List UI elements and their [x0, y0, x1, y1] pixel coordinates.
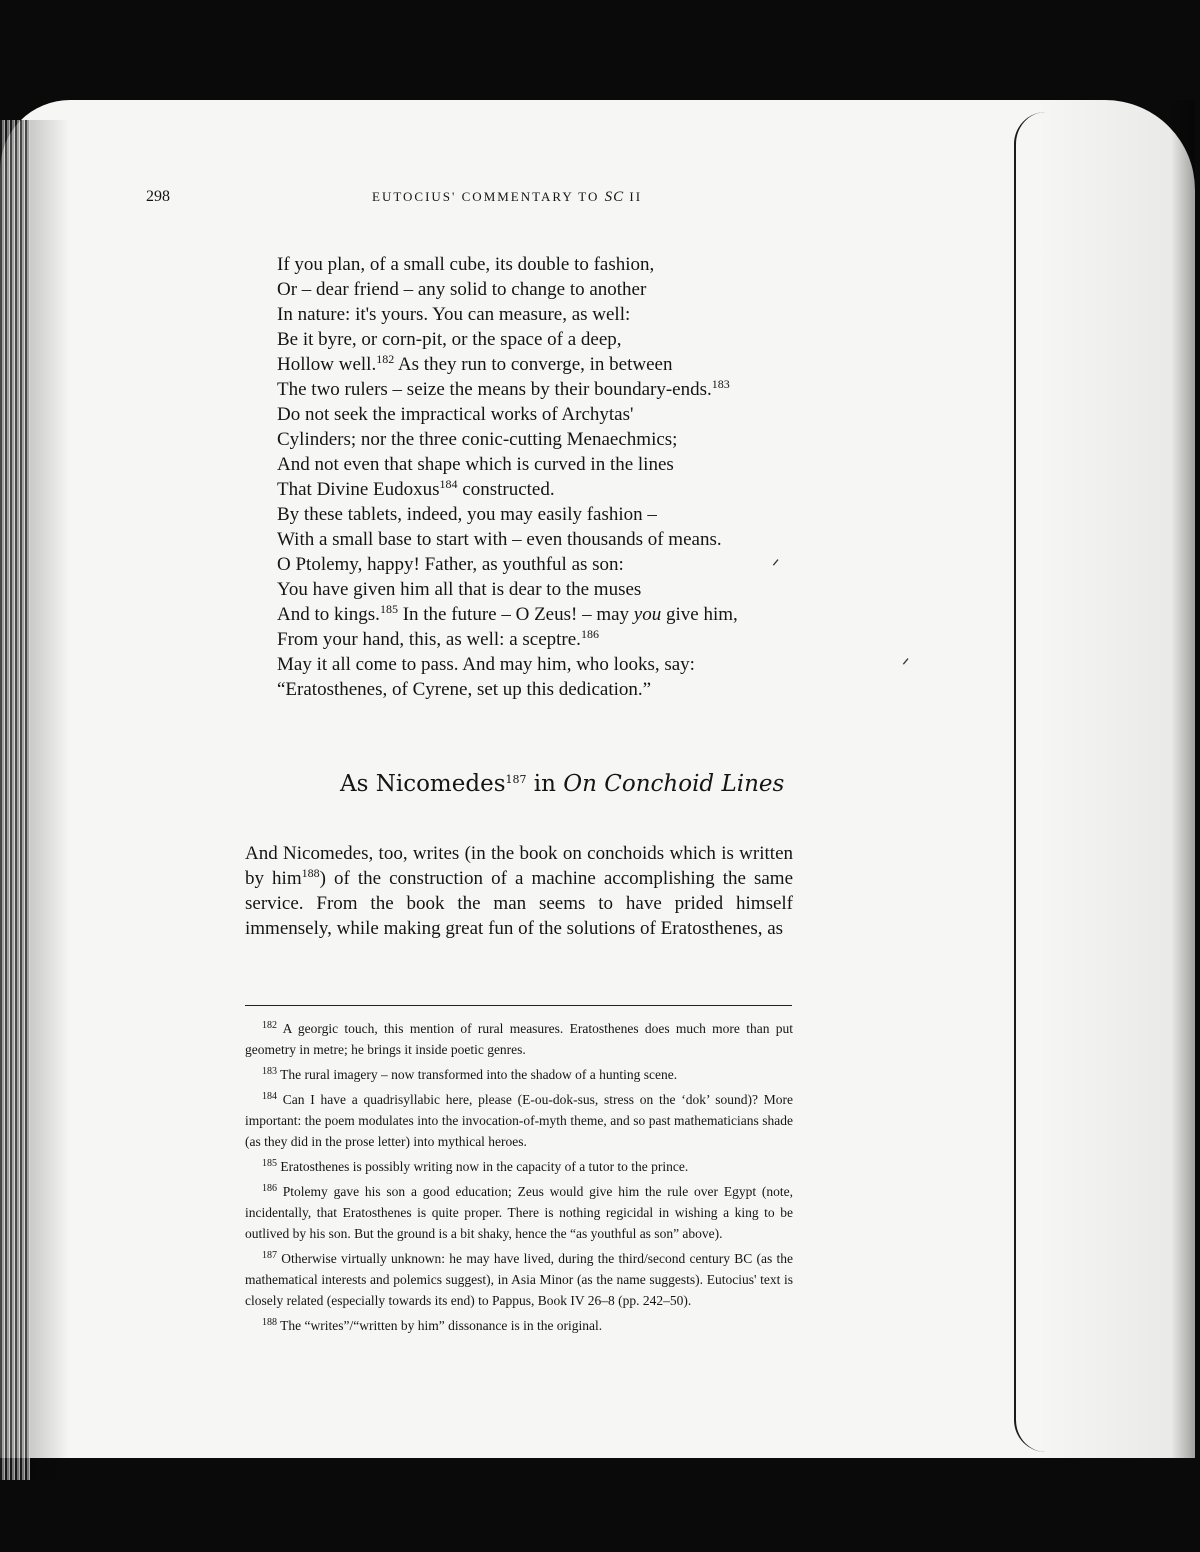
poem-line: By these tablets, indeed, you may easily fashion –: [277, 504, 657, 525]
body-paragraph: And Nicomedes, too, writes (in the book on conchoids which is written by him$^{188}$) of the construction of a machine accomplishing the same service. From the book the man seems to have prided himself immensely, while making great fun of the solutions of Eratosthenes, as: [245, 843, 793, 939]
footnote-ref: 182: [376, 352, 395, 366]
poem-line: You have given him all that is dear to the muses: [277, 579, 642, 600]
footnote: $^{183}$ The rural imagery – now transformed into the shadow of a hunting scene.: [262, 1066, 678, 1082]
footnote-divider: [245, 1005, 792, 1006]
footnote-ref: 186: [580, 627, 599, 641]
poem-line: In nature: it's yours. You can measure, as well:: [277, 304, 631, 325]
footnote: $^{186}$ Ptolemy gave his son a good education; Zeus would give him the rule over Egypt (note, incidentally, that Eratosthenes is quite proper. There is nothing regicidal in wishing a king to be outlived by his son. But the ground is a bit shaky, hence the “as youthful as son” above).: [245, 1183, 793, 1241]
footnote-ref: 185: [379, 602, 398, 616]
page-edge-curve: [1014, 112, 1046, 1452]
running-head-italic: SC: [604, 189, 625, 205]
footnote-ref: 184: [439, 477, 458, 491]
poem-line: “Eratosthenes, of Cyrene, set up this dedication.”: [277, 679, 652, 700]
poem-line: Do not seek the impractical works of Archytas': [277, 404, 634, 425]
running-head: [372, 189, 642, 206]
poem-line: From your hand, this, as well: a sceptre.$^{186}$: [277, 627, 599, 650]
poem-line: Or – dear friend – any solid to change to another: [277, 279, 647, 300]
scan-speck: ᐟ: [902, 655, 910, 675]
section-heading: As Nicomedes$^{187}$ in On Conchoid Lines: [340, 771, 785, 797]
poem-line: And not even that shape which is curved in the lines: [277, 454, 674, 475]
book-spine-shadow: [0, 120, 30, 1480]
footnote: $^{184}$ Can I have a quadrisyllabic here, please (E-ou-dok-sus, stress on the ‘dok’ sound)? More important: the poem modulates into the invocation-of-myth theme, and so past mathematicians shade (as they did in the prose letter) into mythical heroes.: [245, 1091, 794, 1149]
poem-line: Cylinders; nor the three conic-cutting Menaechmics;: [277, 429, 678, 450]
running-head-text: EUTOCIUS' COMMENTARY TO: [372, 189, 600, 204]
poem: [277, 252, 837, 702]
poem-line: With a small base to start with – even thousands of means.: [277, 529, 722, 550]
footnote: $^{188}$ The “writes”/“written by him” dissonance is in the original.: [262, 1317, 603, 1333]
poem-line: Hollow well.$^{182}$ As they run to converge, in between: [277, 352, 673, 375]
poem-line: May it all come to pass. And may him, who looks, say:: [277, 654, 695, 675]
footnote-ref: 188: [301, 866, 320, 880]
footnote-ref: 183: [711, 377, 730, 391]
gutter-shadow: [30, 120, 70, 1480]
poem-line: The two rulers – seize the means by their boundary-ends.$^{183}$: [277, 377, 730, 400]
poem-line: O Ptolemy, happy! Father, as youthful as son:: [277, 554, 624, 575]
poem-line: That Divine Eudoxus$^{184}$ constructed.: [277, 477, 555, 500]
footnote: $^{187}$ Otherwise virtually unknown: he may have lived, during the third/second century BC (as the mathematical interests and polemics suggest), in Asia Minor (as the name suggests). Eutocius' text is closely related (especially towards its end) to Pappus, Book IV 26–8 (pp. 242–50).: [245, 1250, 794, 1308]
footnotes: [245, 1018, 793, 1340]
poem-line: If you plan, of a small cube, its double to fashion,: [277, 254, 655, 275]
page-number: 298: [146, 188, 170, 205]
poem-line: Be it byre, or corn-pit, or the space of a deep,: [277, 329, 622, 350]
poem-line: And to kings.$^{185}$ In the future – O Zeus! – may you give him,: [277, 602, 738, 625]
running-head-suffix: II: [629, 189, 643, 204]
footnote-ref: 187: [505, 773, 527, 786]
scan-speck: ᐟ: [772, 556, 780, 576]
footnote: $^{182}$ A georgic touch, this mention of rural measures. Eratosthenes does much more than put geometry in metre; he brings it inside poetic genres.: [245, 1020, 794, 1057]
footnote: $^{185}$ Eratosthenes is possibly writing now in the capacity of a tutor to the prince.: [262, 1158, 689, 1174]
